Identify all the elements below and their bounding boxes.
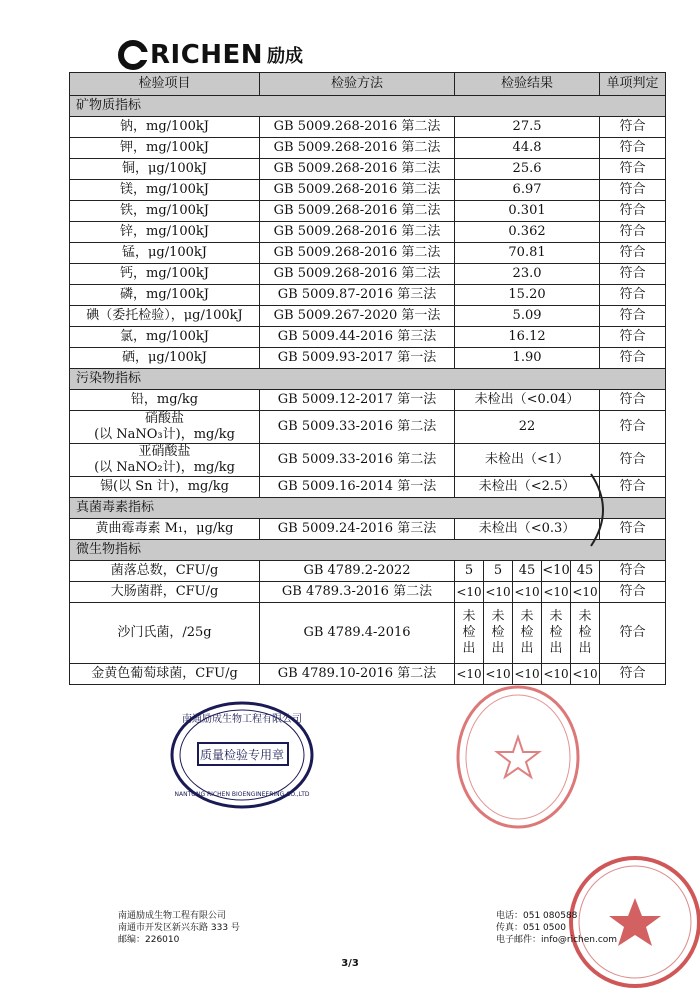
item-cell: 锡(以 Sn 计)，mg/kg (70, 477, 260, 498)
section-title: 微生物指标 (70, 540, 666, 561)
method-cell: GB 5009.268-2016 第二法 (260, 264, 455, 285)
result-sample-5: <10 (571, 664, 600, 685)
table-row (70, 519, 666, 540)
verdict-cell: 符合 (600, 603, 666, 664)
method-cell: GB 5009.268-2016 第二法 (260, 138, 455, 159)
result-cell: 70.81 (455, 243, 600, 264)
result-char: 未 (462, 609, 476, 624)
method-cell: GB 5009.268-2016 第二法 (260, 159, 455, 180)
result-sample-2: <10 (484, 664, 513, 685)
footer-company: 南通励成生物工程有限公司 (118, 911, 227, 921)
method-cell: GB 5009.33-2016 第二法 (260, 411, 455, 444)
result-cell: 5.09 (455, 306, 600, 327)
verdict-cell: 符合 (600, 306, 666, 327)
result-sample-2 (484, 603, 513, 664)
item-cell: 黄曲霉毒素 M₁，μg/kg (70, 519, 260, 540)
item-line1: 硝酸盐 (144, 411, 184, 426)
result-cell: 未检出（<1） (455, 444, 600, 477)
result-cell: 16.12 (455, 327, 600, 348)
result-char: 未 (578, 609, 592, 624)
item-cell: 锌，mg/100kJ (70, 222, 260, 243)
method-cell: GB 4789.3-2016 第二法 (260, 582, 455, 603)
table-row (70, 477, 666, 498)
verdict-cell: 符合 (600, 243, 666, 264)
item-cell: 铅，mg/kg (70, 390, 260, 411)
item-cell: 铜，μg/100kJ (70, 159, 260, 180)
table-row (70, 348, 666, 369)
result-cell: 未检出（<0.04） (455, 390, 600, 411)
item-cell: 菌落总数，CFU/g (70, 561, 260, 582)
result-cell: 15.20 (455, 285, 600, 306)
result-char: 出 (549, 641, 563, 656)
item-cell: 镁，mg/100kJ (70, 180, 260, 201)
result-sample-1: <10 (455, 582, 484, 603)
item-cell (70, 444, 260, 477)
item-cell: 磷，mg/100kJ (70, 285, 260, 306)
result-sample-5: 45 (571, 561, 600, 582)
result-char: 出 (520, 641, 534, 656)
result-cell: 23.0 (455, 264, 600, 285)
result-sample-3: <10 (513, 664, 542, 685)
result-cell: 6.97 (455, 180, 600, 201)
section-title: 真菌毒素指标 (70, 498, 666, 519)
verdict-cell: 符合 (600, 327, 666, 348)
result-cell: 0.301 (455, 201, 600, 222)
header-verdict: 单项判定 (600, 73, 666, 96)
result-sample-1: 5 (455, 561, 484, 582)
table-row (70, 264, 666, 285)
svg-text:质量检验专用章: 质量检验专用章 (199, 748, 285, 762)
verdict-cell: 符合 (600, 117, 666, 138)
header-method: 检验方法 (260, 73, 455, 96)
result-sample-4: <10 (542, 664, 571, 685)
header-result: 检验结果 (455, 73, 600, 96)
verdict-cell: 符合 (600, 664, 666, 685)
result-cell: 25.6 (455, 159, 600, 180)
footer-address: 南通市开发区新兴东路 333 号 (118, 923, 240, 933)
result-char: 检 (491, 625, 505, 640)
method-cell: GB 5009.12-2017 第一法 (260, 390, 455, 411)
result-sample-4: <10 (542, 582, 571, 603)
method-cell: GB 5009.268-2016 第二法 (260, 201, 455, 222)
result-char: 检 (549, 625, 563, 640)
method-cell: GB 5009.268-2016 第二法 (260, 222, 455, 243)
bracket-mark-icon (587, 472, 617, 548)
footer-fax: 传真：051 0500 (496, 923, 566, 933)
item-cell: 金黄色葡萄球菌，CFU/g (70, 664, 260, 685)
verdict-cell: 符合 (600, 180, 666, 201)
inspection-table (69, 72, 666, 685)
verdict-cell: 符合 (600, 159, 666, 180)
result-char: 未 (520, 609, 534, 624)
result-char: 出 (578, 641, 592, 656)
inspection-seal-icon (170, 700, 315, 810)
result-cell: 27.5 (455, 117, 600, 138)
method-cell: GB 5009.16-2014 第一法 (260, 477, 455, 498)
result-sample-2: <10 (484, 582, 513, 603)
table-row (70, 603, 666, 664)
result-sample-4 (542, 603, 571, 664)
method-cell: GB 5009.44-2016 第三法 (260, 327, 455, 348)
result-sample-3: <10 (513, 582, 542, 603)
table-row (70, 138, 666, 159)
table-header-row (70, 73, 666, 96)
logo-mark-icon (118, 40, 148, 70)
method-cell: GB 5009.93-2017 第一法 (260, 348, 455, 369)
footer-company-info (118, 910, 240, 946)
method-cell: GB 4789.4-2016 (260, 603, 455, 664)
result-sample-4: <10 (542, 561, 571, 582)
verdict-cell: 符合 (600, 582, 666, 603)
verdict-cell: 符合 (600, 138, 666, 159)
verdict-cell: 符合 (600, 222, 666, 243)
result-sample-1 (455, 603, 484, 664)
table-row (70, 159, 666, 180)
item-cell: 硒，μg/100kJ (70, 348, 260, 369)
method-cell: GB 5009.267-2020 第一法 (260, 306, 455, 327)
footer-contact-info (496, 910, 617, 946)
table-row (70, 306, 666, 327)
footer-email: 电子邮件：info@richen.com (496, 935, 618, 945)
svg-text:南通励成生物工程有限公司: 南通励成生物工程有限公司 (182, 714, 302, 725)
result-sample-5 (571, 603, 600, 664)
result-cell: 44.8 (455, 138, 600, 159)
company-logo (118, 38, 303, 72)
logo-brand-cn: 励成 (267, 46, 304, 67)
result-cell: 未检出（<2.5） (455, 477, 600, 498)
verdict-cell: 符合 (600, 444, 666, 477)
header-item: 检验项目 (70, 73, 260, 96)
method-cell: GB 4789.10-2016 第二法 (260, 664, 455, 685)
result-cell: 0.362 (455, 222, 600, 243)
result-char: 检 (462, 625, 476, 640)
red-seal-icon (453, 682, 583, 832)
verdict-cell: 符合 (600, 390, 666, 411)
result-char: 检 (520, 625, 534, 640)
item-line2: (以 NaNO₃计)，mg/kg (94, 427, 235, 442)
section-micro (70, 540, 666, 561)
section-mycotoxins (70, 498, 666, 519)
item-cell: 大肠菌群，CFU/g (70, 582, 260, 603)
result-cell: 22 (455, 411, 600, 444)
method-cell: GB 5009.268-2016 第二法 (260, 180, 455, 201)
table-row (70, 243, 666, 264)
item-cell: 碘（委托检验），μg/100kJ (70, 306, 260, 327)
method-cell: GB 5009.268-2016 第二法 (260, 243, 455, 264)
page-number: 3/3 (341, 958, 359, 969)
result-sample-2: 5 (484, 561, 513, 582)
result-char: 出 (462, 641, 476, 656)
item-cell: 锰，μg/100kJ (70, 243, 260, 264)
item-cell: 钾，mg/100kJ (70, 138, 260, 159)
verdict-cell: 符合 (600, 348, 666, 369)
section-title: 污染物指标 (70, 369, 666, 390)
item-line1: 亚硝酸盐 (138, 444, 191, 459)
logo-brand: RICHEN (150, 40, 264, 70)
table-row (70, 390, 666, 411)
item-cell: 钠，mg/100kJ (70, 117, 260, 138)
result-cell: 未检出（<0.3） (455, 519, 600, 540)
table-row (70, 582, 666, 603)
method-cell: GB 5009.24-2016 第三法 (260, 519, 455, 540)
method-cell: GB 5009.33-2016 第二法 (260, 444, 455, 477)
verdict-cell: 符合 (600, 264, 666, 285)
table-row (70, 411, 666, 444)
result-sample-1: <10 (455, 664, 484, 685)
table-row (70, 201, 666, 222)
method-cell: GB 4789.2-2022 (260, 561, 455, 582)
verdict-cell: 符合 (600, 285, 666, 306)
table-row (70, 444, 666, 477)
table-row (70, 327, 666, 348)
item-line2: (以 NaNO₂计)，mg/kg (94, 460, 235, 475)
result-cell: 1.90 (455, 348, 600, 369)
section-title: 矿物质指标 (70, 96, 666, 117)
table-row (70, 180, 666, 201)
table-row (70, 117, 666, 138)
svg-text:NANTONG RICHEN BIOENGINEERING: NANTONG RICHEN BIOENGINEERING CO.,LTD (174, 791, 310, 798)
verdict-cell: 符合 (600, 477, 666, 498)
method-cell: GB 5009.87-2016 第三法 (260, 285, 455, 306)
table-row (70, 285, 666, 306)
item-cell (70, 411, 260, 444)
verdict-cell: 符合 (600, 201, 666, 222)
method-cell: GB 5009.268-2016 第二法 (260, 117, 455, 138)
table-row (70, 222, 666, 243)
section-minerals (70, 96, 666, 117)
result-char: 未 (549, 609, 563, 624)
item-cell: 沙门氏菌，/25g (70, 603, 260, 664)
result-char: 未 (491, 609, 505, 624)
verdict-cell: 符合 (600, 411, 666, 444)
result-char: 出 (491, 641, 505, 656)
result-sample-3 (513, 603, 542, 664)
footer-postcode: 邮编：226010 (118, 935, 180, 945)
verdict-cell: 符合 (600, 519, 666, 540)
table-row (70, 561, 666, 582)
result-sample-5: <10 (571, 582, 600, 603)
item-cell: 钙，mg/100kJ (70, 264, 260, 285)
item-cell: 氯，mg/100kJ (70, 327, 260, 348)
result-sample-3: 45 (513, 561, 542, 582)
result-char: 检 (578, 625, 592, 640)
footer-phone: 电话：051 080588 (496, 911, 578, 921)
item-cell: 铁，mg/100kJ (70, 201, 260, 222)
section-contaminants (70, 369, 666, 390)
verdict-cell: 符合 (600, 561, 666, 582)
